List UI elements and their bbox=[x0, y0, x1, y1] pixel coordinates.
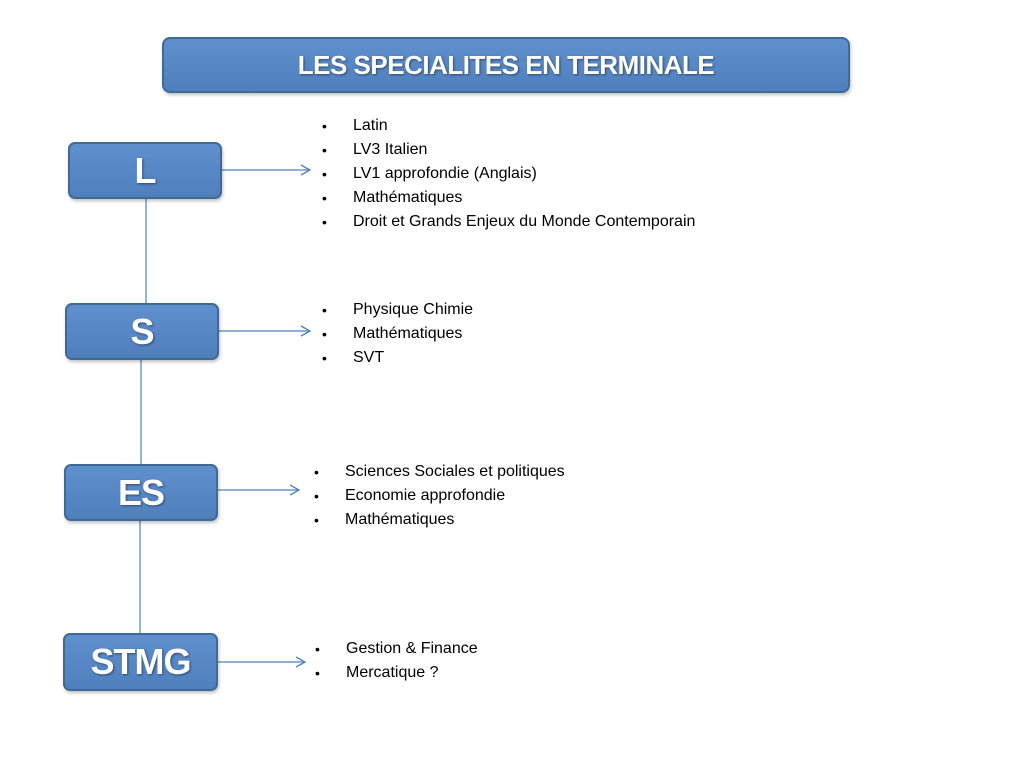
node-label: S bbox=[130, 310, 154, 352]
list-item bbox=[322, 114, 695, 138]
list-item bbox=[322, 322, 473, 346]
list-es bbox=[314, 460, 565, 532]
bullet-icon: • bbox=[314, 512, 319, 528]
node-stmg bbox=[63, 633, 218, 691]
list-item-text: LV3 Italien bbox=[353, 141, 428, 158]
list-item bbox=[322, 186, 695, 210]
list-item-text: Sciences Sociales et politiques bbox=[345, 463, 565, 480]
node-l bbox=[68, 142, 222, 199]
bullet-icon: • bbox=[322, 214, 327, 230]
list-item-text: Mathématiques bbox=[353, 325, 463, 342]
list-item-text: Mathématiques bbox=[345, 511, 455, 528]
node-label: L bbox=[134, 149, 156, 191]
bullet-icon: • bbox=[314, 488, 319, 504]
list-item bbox=[322, 138, 695, 162]
list-item bbox=[322, 346, 473, 370]
list-item-text: LV1 approfondie (Anglais) bbox=[353, 165, 537, 182]
bullet-icon: • bbox=[315, 665, 320, 681]
list-item bbox=[322, 298, 473, 322]
list-item-text: Physique Chimie bbox=[353, 301, 474, 318]
list-item bbox=[314, 484, 565, 508]
bullet-icon: • bbox=[315, 641, 320, 657]
list-item-text: Economie approfondie bbox=[345, 487, 506, 504]
bullet-icon: • bbox=[314, 464, 319, 480]
list-item-text: Mercatique ? bbox=[346, 664, 439, 681]
list-item-text: Droit et Grands Enjeux du Monde Contemporain bbox=[353, 213, 696, 230]
list-item-text: Mathématiques bbox=[353, 189, 463, 206]
bullet-icon: • bbox=[322, 350, 327, 366]
list-item bbox=[322, 162, 695, 186]
bullet-icon: • bbox=[322, 326, 327, 342]
node-es bbox=[64, 464, 218, 521]
list-item bbox=[315, 637, 478, 661]
bullet-icon: • bbox=[322, 166, 327, 182]
list-item bbox=[322, 210, 695, 234]
list-item-text: SVT bbox=[353, 349, 385, 366]
list-item-text: Latin bbox=[353, 117, 388, 134]
title-box bbox=[162, 37, 850, 93]
page-title: LES SPECIALITES EN TERMINALE bbox=[297, 49, 715, 80]
bullet-icon: • bbox=[322, 190, 327, 206]
list-item bbox=[314, 508, 565, 532]
list-l bbox=[322, 114, 695, 234]
list-item bbox=[315, 661, 478, 685]
bullet-icon: • bbox=[322, 142, 327, 158]
list-item bbox=[314, 460, 565, 484]
node-label: ES bbox=[117, 471, 165, 513]
list-stmg bbox=[315, 637, 478, 685]
bullet-icon: • bbox=[322, 302, 327, 318]
bullet-icon: • bbox=[322, 118, 327, 134]
node-label: STMG bbox=[90, 641, 191, 682]
list-s bbox=[322, 298, 473, 370]
node-s bbox=[65, 303, 219, 360]
list-item-text: Gestion & Finance bbox=[346, 640, 478, 657]
